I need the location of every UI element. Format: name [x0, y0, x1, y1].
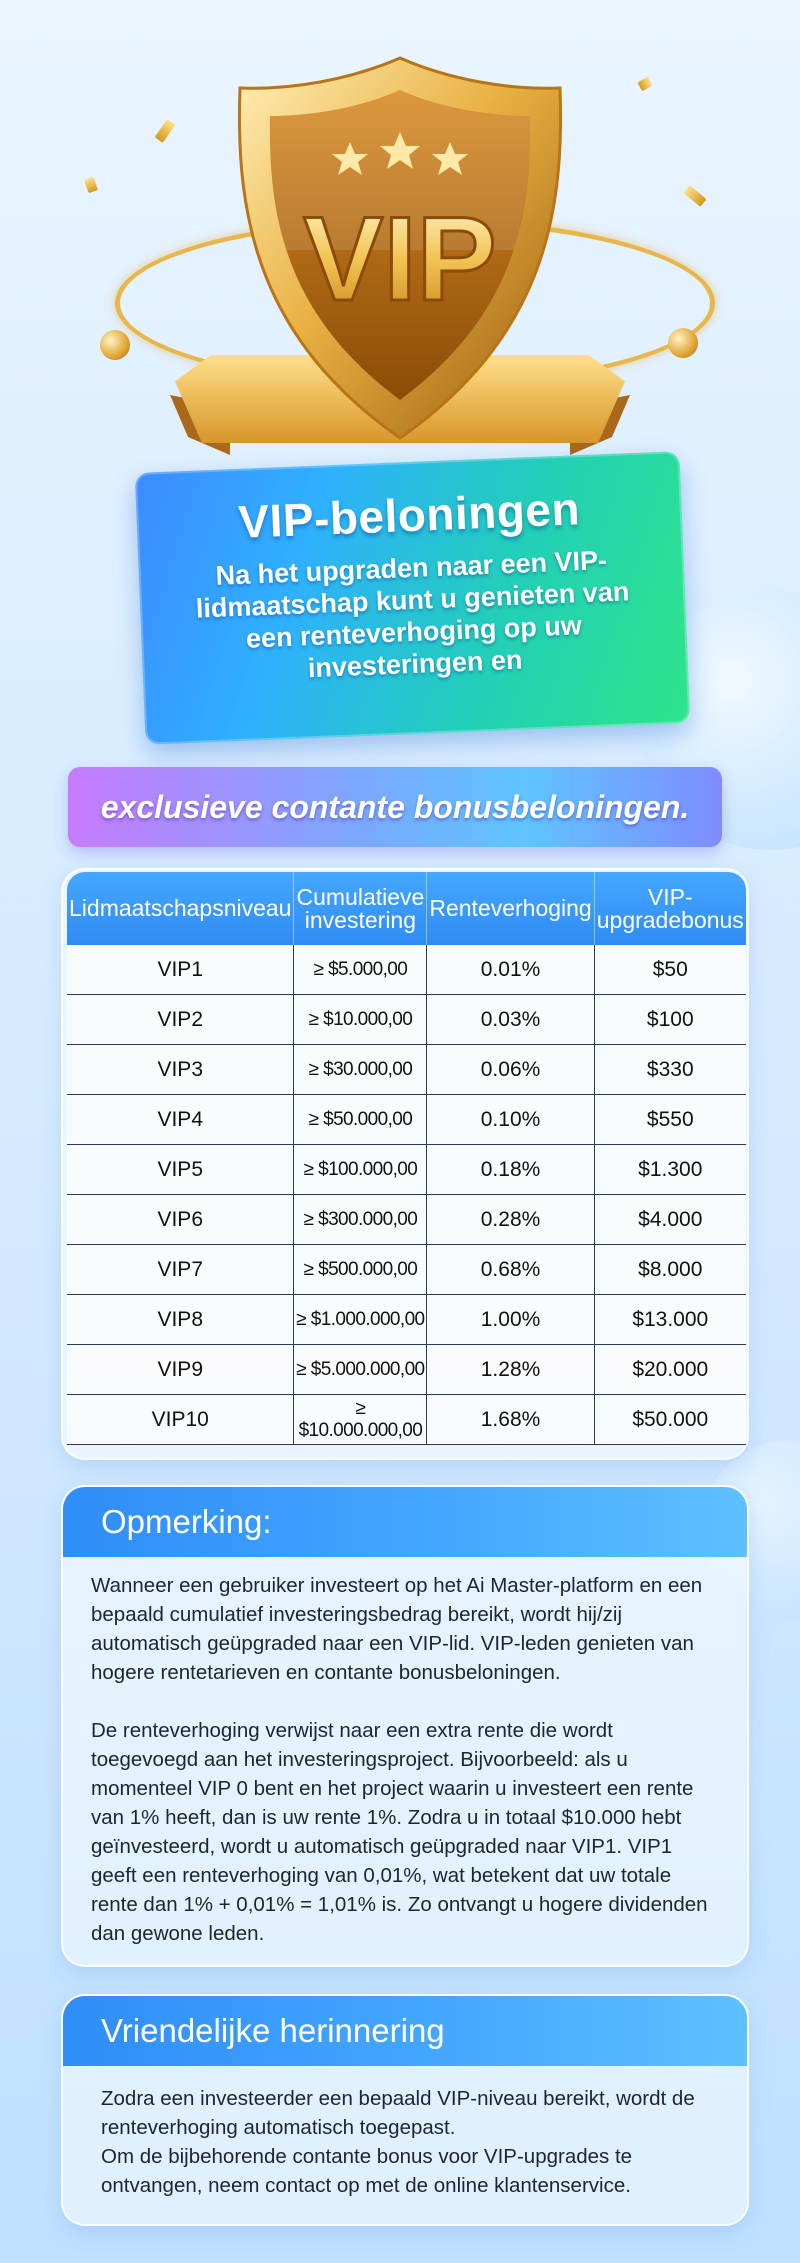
level-cell: VIP4	[67, 1095, 294, 1145]
column-header-level: Lidmaatschapsniveau	[67, 872, 294, 945]
reminder-line-1: Zodra een investeerder een bepaald VIP-niveau bereikt, wordt de renteverhoging automatisch toegepast.	[101, 2087, 695, 2139]
level-cell: VIP3	[67, 1045, 294, 1095]
bonus-cell: $13.000	[594, 1295, 746, 1345]
investment-cell: ≥ $30.000,00	[294, 1045, 427, 1095]
column-header-investment: Cumulatieve investering	[294, 872, 427, 945]
reminder-line-2: Om de bijbehorende contante bonus voor VIP-upgrades te ontvangen, neem contact op met de online klantenservice.	[101, 2145, 633, 2197]
investment-cell: ≥ $500.000,00	[294, 1245, 427, 1295]
rate-cell: 0.18%	[427, 1145, 594, 1195]
bonus-cell: $50	[594, 945, 746, 995]
bonus-cell: $50.000	[594, 1395, 746, 1445]
banner-title: VIP-beloningen	[237, 482, 581, 548]
note-text	[63, 1557, 747, 1948]
table-row	[67, 1195, 746, 1245]
investment-cell: ≥ $1.000.000,00	[294, 1295, 427, 1345]
investment-cell: ≥ $100.000,00	[294, 1145, 427, 1195]
vip-shield-icon	[220, 50, 580, 450]
bonus-cell: $4.000	[594, 1195, 746, 1245]
rate-cell: 1.00%	[427, 1295, 594, 1345]
confetti-piece	[155, 119, 176, 143]
note-title: Opmerking:	[63, 1487, 747, 1557]
rate-cell: 0.06%	[427, 1045, 594, 1095]
bonus-cell: $330	[594, 1045, 746, 1095]
confetti-piece	[84, 177, 98, 194]
rate-cell: 0.01%	[427, 945, 594, 995]
column-header-upgrade-bonus: VIP-upgradebonus	[594, 872, 746, 945]
ring-ball	[668, 328, 698, 358]
column-header-rate-increase: Renteverhoging	[427, 872, 594, 945]
table-row	[67, 1395, 746, 1445]
investment-cell: ≥ $50.000,00	[294, 1095, 427, 1145]
investment-cell: ≥ $5.000,00	[294, 945, 427, 995]
level-cell: VIP6	[67, 1195, 294, 1245]
level-cell: VIP10	[67, 1395, 294, 1445]
bonus-cell: $100	[594, 995, 746, 1045]
table-row	[67, 1045, 746, 1095]
reminder-card	[63, 1996, 747, 2224]
table-row	[67, 1145, 746, 1195]
level-cell: VIP2	[67, 995, 294, 1045]
rate-cell: 0.10%	[427, 1095, 594, 1145]
vip-hero-illustration	[0, 0, 800, 520]
table-row	[67, 1095, 746, 1145]
table-row	[67, 1345, 746, 1395]
investment-cell: ≥ $10.000.000,00	[294, 1395, 427, 1445]
level-cell: VIP5	[67, 1145, 294, 1195]
level-cell: VIP1	[67, 945, 294, 995]
bonus-cell: $550	[594, 1095, 746, 1145]
level-cell: VIP7	[67, 1245, 294, 1295]
investment-cell: ≥ $10.000,00	[294, 995, 427, 1045]
bonus-cell: $8.000	[594, 1245, 746, 1295]
reminder-text	[63, 2066, 747, 2200]
table-row	[67, 945, 746, 995]
table-row	[67, 995, 746, 1045]
rate-cell: 0.28%	[427, 1195, 594, 1245]
vip-levels-table	[67, 872, 746, 1445]
note-paragraph-2: De renteverhoging verwijst naar een extra rente die wordt toegevoegd aan het investeringsproject. Bijvoorbeeld: als u momenteel VIP 0 bent en het project waarin u investeert een rente van 1% heeft, dan is uw rente 1%. Zodra u in totaal $10.000 hebt geïnvesteerd, wordt u automatisch geüpgraded naar VIP1. VIP1 geeft een renteverhoging van 0,01%, wat betekent dat uw totale rente dan 1% + 0,01% = 1,01% is. Zo ontvangt u hogere dividenden dan gewone leden.	[91, 1719, 708, 1945]
table-row	[67, 1295, 746, 1345]
confetti-piece	[637, 77, 652, 92]
vip-rewards-banner	[135, 451, 690, 745]
banner-body: Na het upgraden naar een VIP-lidmaatschap kunt u genieten van een renteverhoging op uw investeringen en	[195, 545, 630, 684]
ring-ball	[100, 330, 130, 360]
confetti-piece	[683, 185, 706, 207]
investment-cell: ≥ $5.000.000,00	[294, 1345, 427, 1395]
note-card	[63, 1487, 747, 1965]
level-cell: VIP9	[67, 1345, 294, 1395]
rate-cell: 1.68%	[427, 1395, 594, 1445]
rate-cell: 0.68%	[427, 1245, 594, 1295]
reminder-title: Vriendelijke herinnering	[63, 1996, 747, 2066]
bonus-cell: $20.000	[594, 1345, 746, 1395]
note-paragraph-1: Wanneer een gebruiker investeert op het Ai Master-platform en een bepaald cumulatief investeringsbedrag bereikt, wordt hij/zij automatisch geüpgraded naar een VIP-lid. VIP-leden genieten van hogere rentetarieven en contante bonusbeloningen.	[91, 1574, 703, 1684]
rate-cell: 1.28%	[427, 1345, 594, 1395]
table-row	[67, 1245, 746, 1295]
bonus-cell: $1.300	[594, 1145, 746, 1195]
level-cell: VIP8	[67, 1295, 294, 1345]
vip-levels-card	[63, 870, 747, 1458]
investment-cell: ≥ $300.000,00	[294, 1195, 427, 1245]
rate-cell: 0.03%	[427, 995, 594, 1045]
table-header-row	[67, 872, 746, 945]
svg-text:VIP: VIP	[303, 192, 497, 326]
bonus-subtitle: exclusieve contante bonusbeloningen.	[68, 767, 722, 847]
